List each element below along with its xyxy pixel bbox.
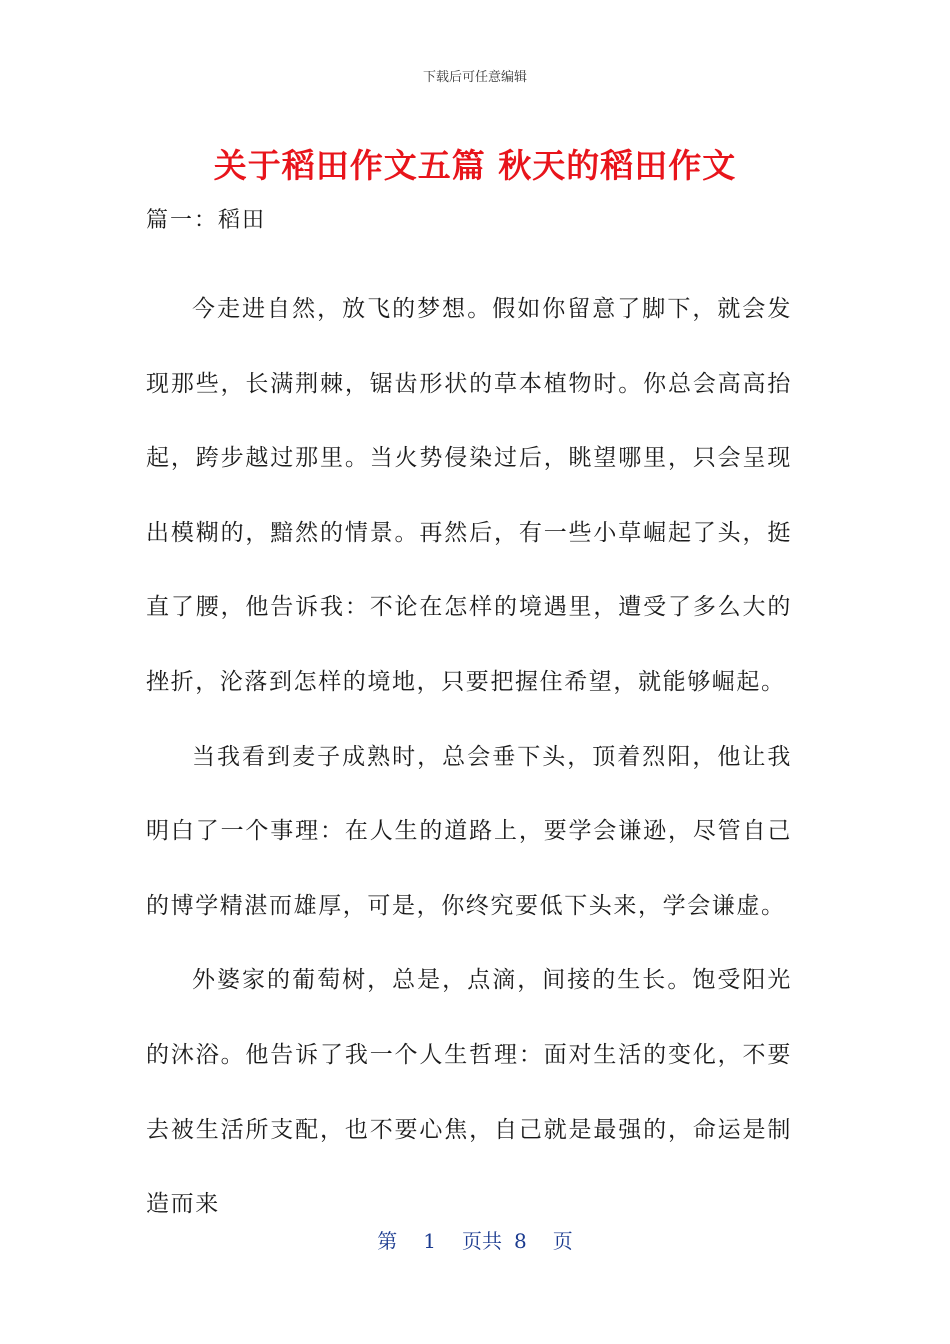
footer-prefix: 第 [377,1229,398,1253]
paragraph-2: 当我看到麦子成熟时，总会垂下头，顶着烈阳，他让我明白了一个事理：在人生的道路上，要学会谦逊，尽管自己的博学精湛而雄厚，可是，你终究要低下头来，学会谦虚。 [146,743,792,919]
current-page-number: 1 [423,1229,436,1253]
document-body [146,272,792,1242]
page-footer [0,1225,950,1254]
document-title: 关于稻田作文五篇 秋天的稻田作文 [213,146,737,185]
section-heading: 篇一：稻田 [146,208,267,233]
paragraph-3: 外婆家的葡萄树，总是，点滴，间接的生长。饱受阳光的沐浴。他告诉了我一个人生哲理：面对生活的变化，不要去被生活所支配，也不要心焦，自己就是最强的，命运是制造而来 [146,967,792,1218]
footer-middle: 页共 [462,1229,502,1253]
header-note: 下载后可任意编辑 [422,70,527,85]
total-pages-number: 8 [514,1229,527,1253]
paragraph-1: 今走进自然，放飞的梦想。假如你留意了脚下，就会发现那些，长满荆棘，锯齿形状的草本植物时。你总会高高抬起，跨步越过那里。当火势侵染过后，眺望哪里，只会呈现出模糊的，黯然的情景。再然后，有一些小草崛起了头，挺直了腰，他告诉我：不论在怎样的境遇里，遭受了多么大的挫折，沦落到怎样的境地，只要把握住希望，就能够崛起。 [146,296,792,695]
footer-suffix: 页 [552,1229,573,1253]
